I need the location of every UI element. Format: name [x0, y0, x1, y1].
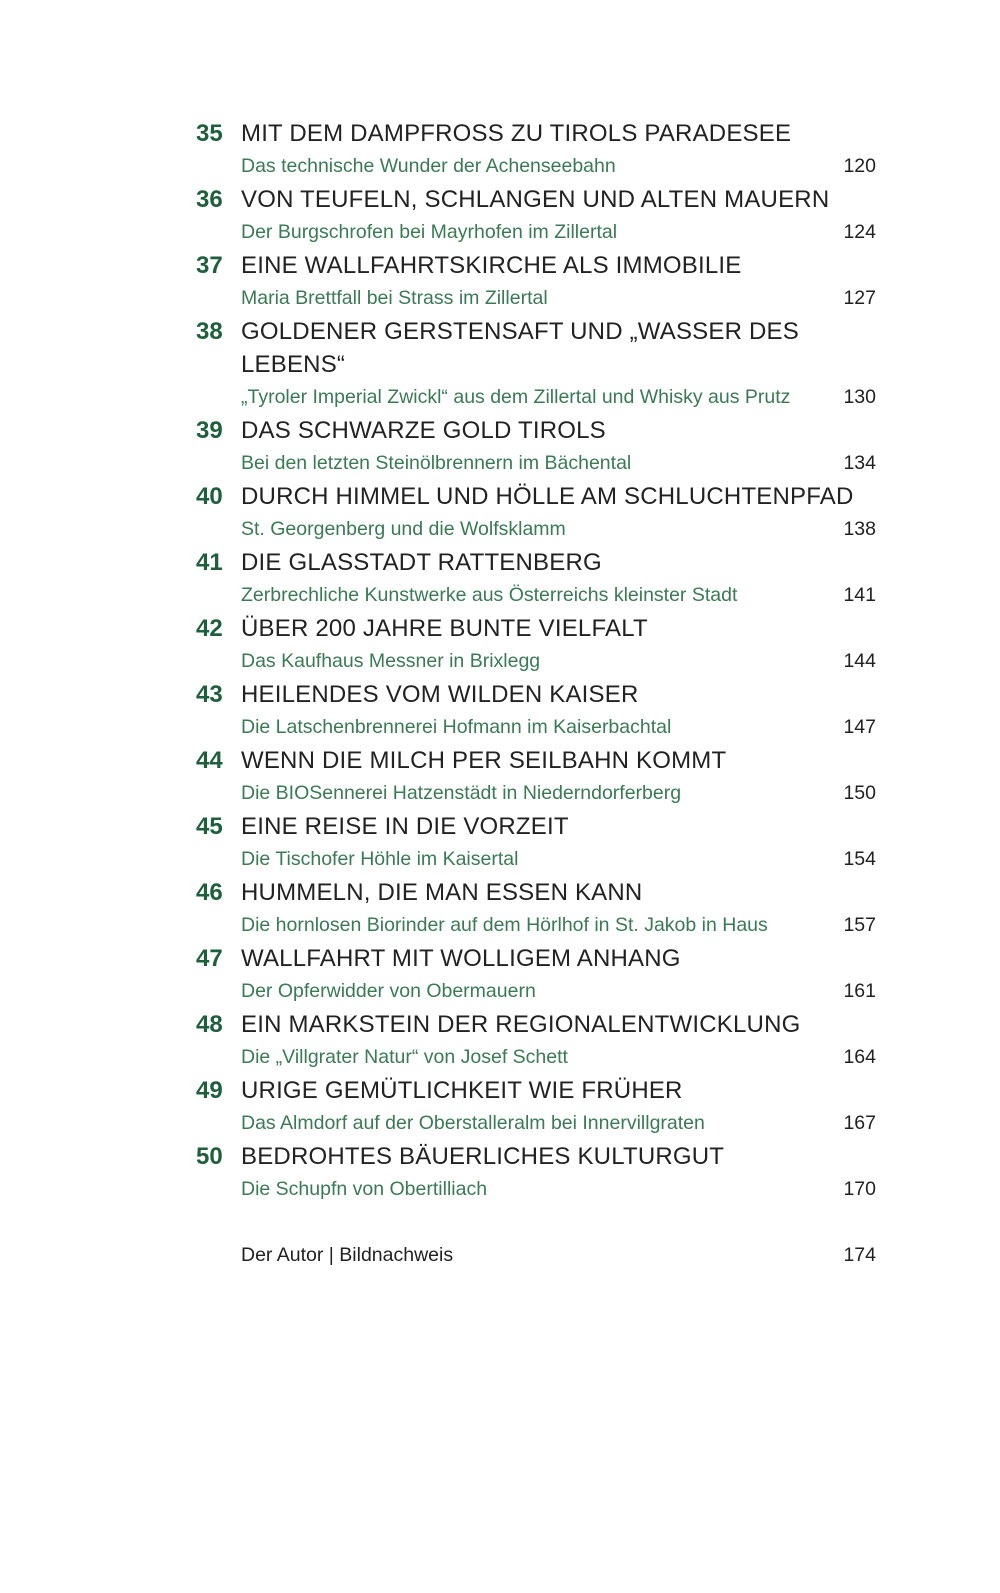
page-number: 134	[843, 452, 876, 474]
chapter-number: 37	[196, 252, 223, 279]
page-number: 120	[843, 155, 876, 177]
page-number: 150	[843, 782, 876, 804]
chapter-number: 48	[196, 1011, 223, 1038]
chapter-number: 49	[196, 1077, 223, 1104]
toc-entry[interactable]	[196, 1140, 876, 1206]
chapter-title[interactable]: EINE REISE IN DIE VORZEIT	[241, 813, 569, 840]
chapter-title[interactable]: WALLFAHRT MIT WOLLIGEM ANHANG	[241, 945, 681, 972]
toc-entry[interactable]	[196, 678, 876, 744]
toc-entry-title-row	[196, 315, 876, 381]
toc-entry[interactable]	[196, 1008, 876, 1074]
chapter-number: 36	[196, 186, 223, 213]
chapter-subtitle: Das Kaufhaus Messner in Brixlegg	[241, 650, 541, 672]
toc-entry-subtitle-row	[196, 909, 876, 942]
toc-entry-subtitle-row	[196, 513, 876, 546]
chapter-subtitle: Die Latschenbrennerei Hofmann im Kaiserbachtal	[241, 716, 672, 738]
chapter-title[interactable]: WENN DIE MILCH PER SEILBAHN KOMMT	[241, 747, 727, 774]
toc-entry-subtitle-row	[196, 1173, 876, 1206]
toc-entry-subtitle-row	[196, 1041, 876, 1074]
toc-entry[interactable]	[196, 612, 876, 678]
toc-entry-subtitle-row	[196, 150, 876, 183]
toc-entry-title-row	[196, 678, 876, 711]
toc-entry-subtitle-row	[196, 975, 876, 1008]
page-number: 144	[843, 650, 876, 672]
toc-entry-title-row	[196, 249, 876, 282]
chapter-number: 38	[196, 318, 223, 345]
page-number: 138	[843, 518, 876, 540]
chapter-number: 35	[196, 120, 223, 147]
page-number: 130	[843, 386, 876, 408]
chapter-title[interactable]: DIE GLASSTADT RATTENBERG	[241, 549, 602, 576]
toc-entry[interactable]	[196, 480, 876, 546]
chapter-subtitle: „Tyroler Imperial Zwickl“ aus dem Zillertal und Whisky aus Prutz	[241, 386, 791, 408]
chapter-subtitle: Die hornlosen Biorinder auf dem Hörlhof in St. Jakob in Haus	[241, 914, 768, 936]
chapter-number: 39	[196, 417, 223, 444]
page-number: 147	[843, 716, 876, 738]
toc-footer	[196, 1239, 876, 1272]
page-number: 170	[843, 1178, 876, 1200]
toc-entry[interactable]	[196, 942, 876, 1008]
chapter-subtitle: Die Schupfn von Obertilliach	[241, 1178, 488, 1200]
toc-entry[interactable]	[196, 1074, 876, 1140]
chapter-number: 50	[196, 1143, 223, 1170]
chapter-title[interactable]: GOLDENER GERSTENSAFT UND „WASSER DES LEBENS“	[241, 318, 799, 378]
toc-entry-subtitle-row	[196, 645, 876, 678]
toc-entry-title-row	[196, 942, 876, 975]
page-number: 141	[843, 584, 876, 606]
toc-entry-title-row	[196, 1074, 876, 1107]
page-number: 161	[843, 980, 876, 1002]
toc-entry[interactable]	[196, 414, 876, 480]
chapter-subtitle: Die BIOSennerei Hatzenstädt in Niederndorferberg	[241, 782, 682, 804]
chapter-subtitle: Maria Brettfall bei Strass im Zillertal	[241, 287, 548, 309]
chapter-subtitle: Zerbrechliche Kunstwerke aus Österreichs kleinster Stadt	[241, 584, 738, 606]
footer-label[interactable]: Der Autor | Bildnachweis	[241, 1244, 454, 1266]
toc-entry-subtitle-row	[196, 843, 876, 876]
toc-entry-title-row	[196, 480, 876, 513]
toc-entry[interactable]	[196, 315, 876, 414]
toc-entry[interactable]	[196, 117, 876, 183]
chapter-title[interactable]: EIN MARKSTEIN DER REGIONALENTWICKLUNG	[241, 1011, 801, 1038]
page-number: 127	[843, 287, 876, 309]
toc-entries	[196, 117, 876, 1206]
chapter-number: 44	[196, 747, 223, 774]
chapter-number: 45	[196, 813, 223, 840]
chapter-subtitle: Der Opferwidder von Obermauern	[241, 980, 536, 1002]
toc-entry[interactable]	[196, 810, 876, 876]
chapter-title[interactable]: ÜBER 200 JAHRE BUNTE VIELFALT	[241, 615, 648, 642]
toc-entry-subtitle-row	[196, 579, 876, 612]
toc-entry-title-row	[196, 810, 876, 843]
page-number: 164	[843, 1046, 876, 1068]
chapter-subtitle: Der Burgschrofen bei Mayrhofen im Zillertal	[241, 221, 618, 243]
toc-entry-title-row	[196, 1140, 876, 1173]
toc-entry-title-row	[196, 414, 876, 447]
chapter-subtitle: Bei den letzten Steinölbrennern im Bächental	[241, 452, 632, 474]
chapter-title[interactable]: VON TEUFELN, SCHLANGEN UND ALTEN MAUERN	[241, 186, 830, 213]
chapter-number: 47	[196, 945, 223, 972]
chapter-number: 40	[196, 483, 223, 510]
toc-entry[interactable]	[196, 249, 876, 315]
chapter-title[interactable]: HEILENDES VOM WILDEN KAISER	[241, 681, 639, 708]
toc-entry-title-row	[196, 183, 876, 216]
table-of-contents	[196, 117, 876, 1272]
chapter-subtitle: Die „Villgrater Natur“ von Josef Schett	[241, 1046, 568, 1068]
toc-entry[interactable]	[196, 744, 876, 810]
chapter-title[interactable]: URIGE GEMÜTLICHKEIT WIE FRÜHER	[241, 1077, 683, 1104]
toc-entry-title-row	[196, 1008, 876, 1041]
toc-entry-subtitle-row	[196, 711, 876, 744]
chapter-subtitle: Das Almdorf auf der Oberstalleralm bei Innervillgraten	[241, 1112, 705, 1134]
toc-entry-subtitle-row	[196, 282, 876, 315]
chapter-title[interactable]: MIT DEM DAMPFROSS ZU TIROLS PARADESEE	[241, 120, 792, 147]
page-number: 154	[843, 848, 876, 870]
toc-entry-title-row	[196, 876, 876, 909]
toc-entry-subtitle-row	[196, 216, 876, 249]
toc-entry[interactable]	[196, 546, 876, 612]
toc-entry-title-row	[196, 612, 876, 645]
page-number: 157	[843, 914, 876, 936]
chapter-title[interactable]: DURCH HIMMEL UND HÖLLE AM SCHLUCHTENPFAD	[241, 483, 854, 510]
chapter-number: 43	[196, 681, 223, 708]
toc-entry-title-row	[196, 546, 876, 579]
footer-page-number: 174	[843, 1244, 876, 1266]
chapter-title[interactable]: DAS SCHWARZE GOLD TIROLS	[241, 417, 606, 444]
toc-entry-subtitle-row	[196, 1107, 876, 1140]
chapter-number: 46	[196, 879, 223, 906]
chapter-subtitle: St. Georgenberg und die Wolfsklamm	[241, 518, 566, 540]
toc-entry-title-row	[196, 744, 876, 777]
chapter-title[interactable]: EINE WALLFAHRTSKIRCHE ALS IMMOBILIE	[241, 252, 742, 279]
chapter-title[interactable]: HUMMELN, DIE MAN ESSEN KANN	[241, 879, 643, 906]
chapter-subtitle: Die Tischofer Höhle im Kaisertal	[241, 848, 519, 870]
toc-entry-subtitle-row	[196, 381, 876, 414]
chapter-number: 41	[196, 549, 223, 576]
toc-entry[interactable]	[196, 183, 876, 249]
page-number: 124	[843, 221, 876, 243]
toc-entry-subtitle-row	[196, 447, 876, 480]
page-number: 167	[843, 1112, 876, 1134]
chapter-number: 42	[196, 615, 223, 642]
toc-entry-subtitle-row	[196, 777, 876, 810]
chapter-subtitle: Das technische Wunder der Achenseebahn	[241, 155, 616, 177]
toc-entry[interactable]	[196, 876, 876, 942]
toc-entry-title-row	[196, 117, 876, 150]
chapter-title[interactable]: BEDROHTES BÄUERLICHES KULTURGUT	[241, 1143, 725, 1170]
